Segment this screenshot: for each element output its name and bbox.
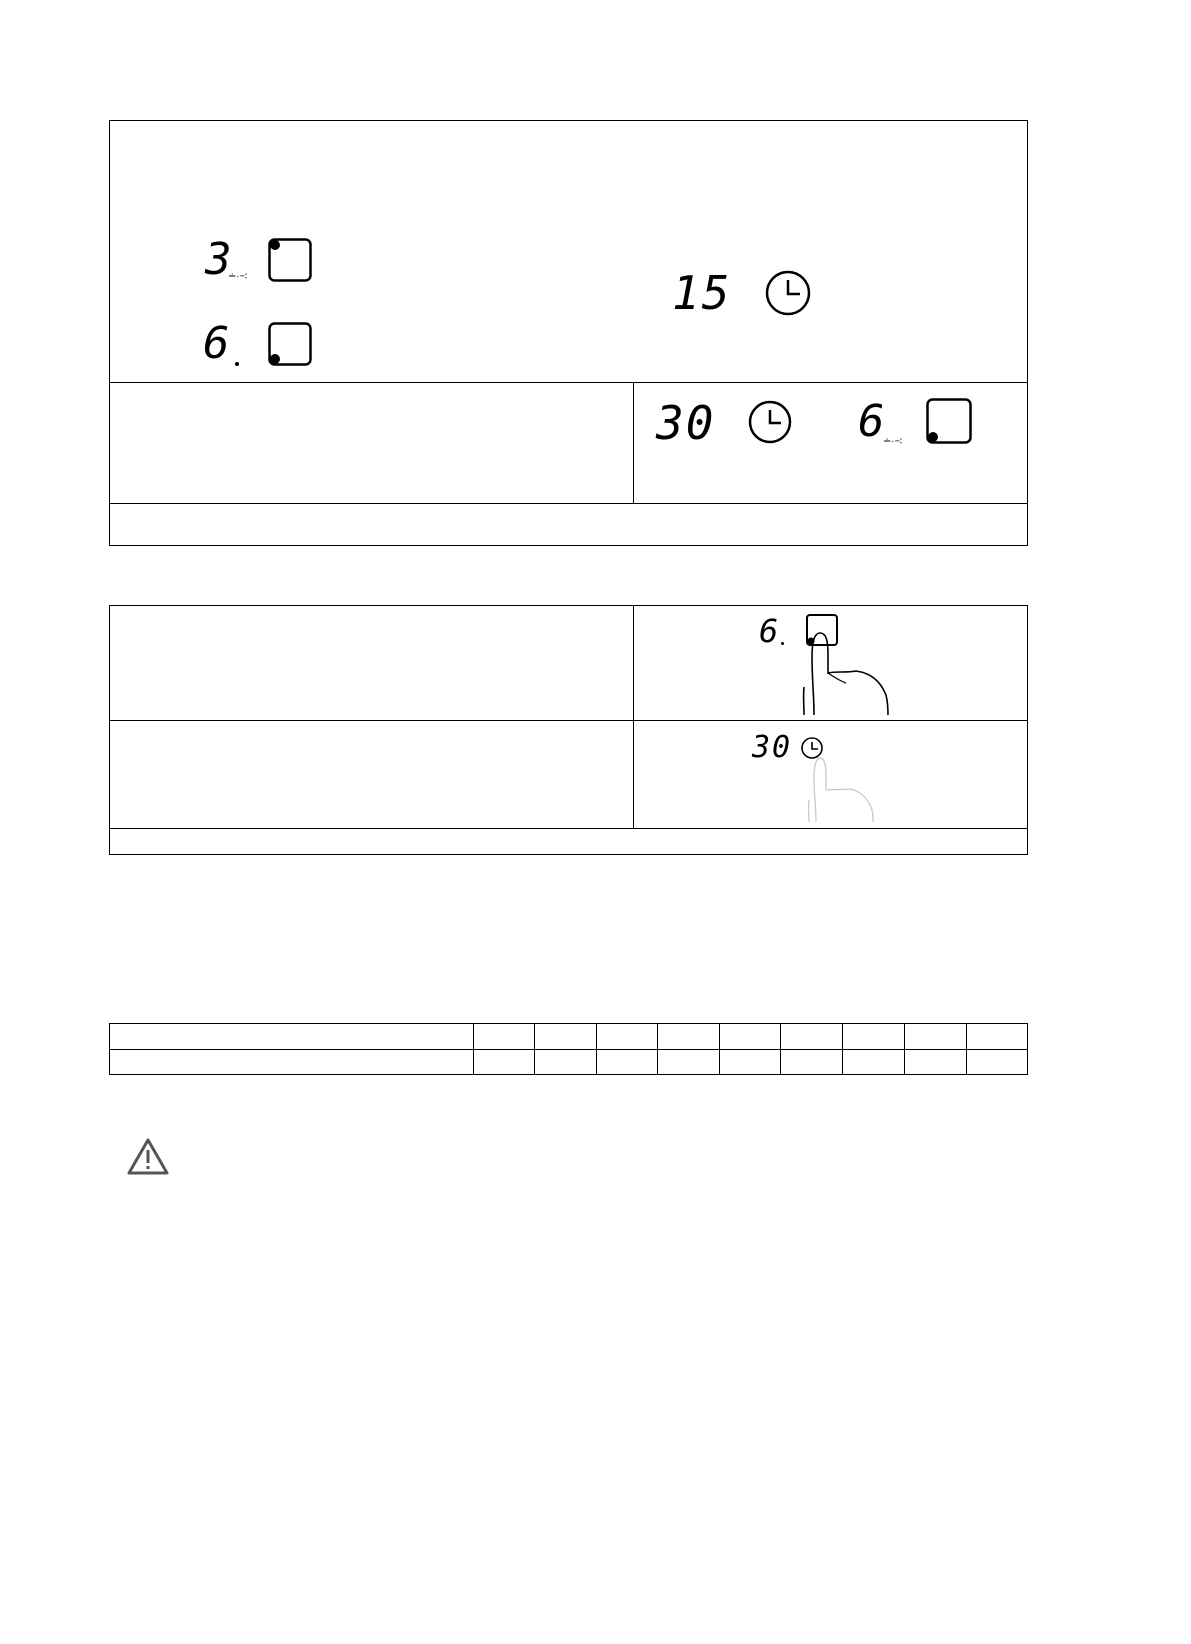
table-divider [904,1023,905,1075]
table-divider [109,382,1028,383]
clock-icon [746,398,794,446]
switch-off-table [109,605,1028,855]
cooking-zone-front-left-icon [926,398,972,444]
table-divider [109,1049,1028,1050]
cooking-zone-front-left-icon [268,322,312,366]
decimal-point [781,642,784,645]
table-divider [657,1023,658,1075]
cooking-zone-rear-left-icon [268,238,312,282]
timer-display: 30 [752,730,793,765]
timer-display: 30 [656,396,716,450]
power-level-display: 6 [858,396,887,447]
warning-triangle-icon [126,1137,170,1177]
table-divider [780,1023,781,1075]
table-divider [109,828,1028,829]
table-divider [842,1023,843,1075]
blinking-indicator: ∸∙∹ [228,271,248,282]
table-divider [633,382,634,503]
timer-display: 15 [672,266,732,320]
table-divider [633,605,634,828]
power-level-display: 3 [205,234,234,285]
power-level-display: 6 [203,318,232,369]
table-divider [719,1023,720,1075]
finger-press-icon [808,752,878,822]
blinking-indicator: ∸∙∹ [883,436,903,447]
table-divider [473,1023,474,1075]
clock-icon [763,268,813,318]
decimal-point [235,362,239,366]
finger-press-icon [800,625,890,715]
table-divider [109,503,1028,504]
table-divider [109,720,1028,721]
timer-example-table [109,120,1028,546]
power-level-display: 6 [759,612,781,650]
table-divider [966,1023,967,1075]
table-divider [596,1023,597,1075]
table-divider [534,1023,535,1075]
